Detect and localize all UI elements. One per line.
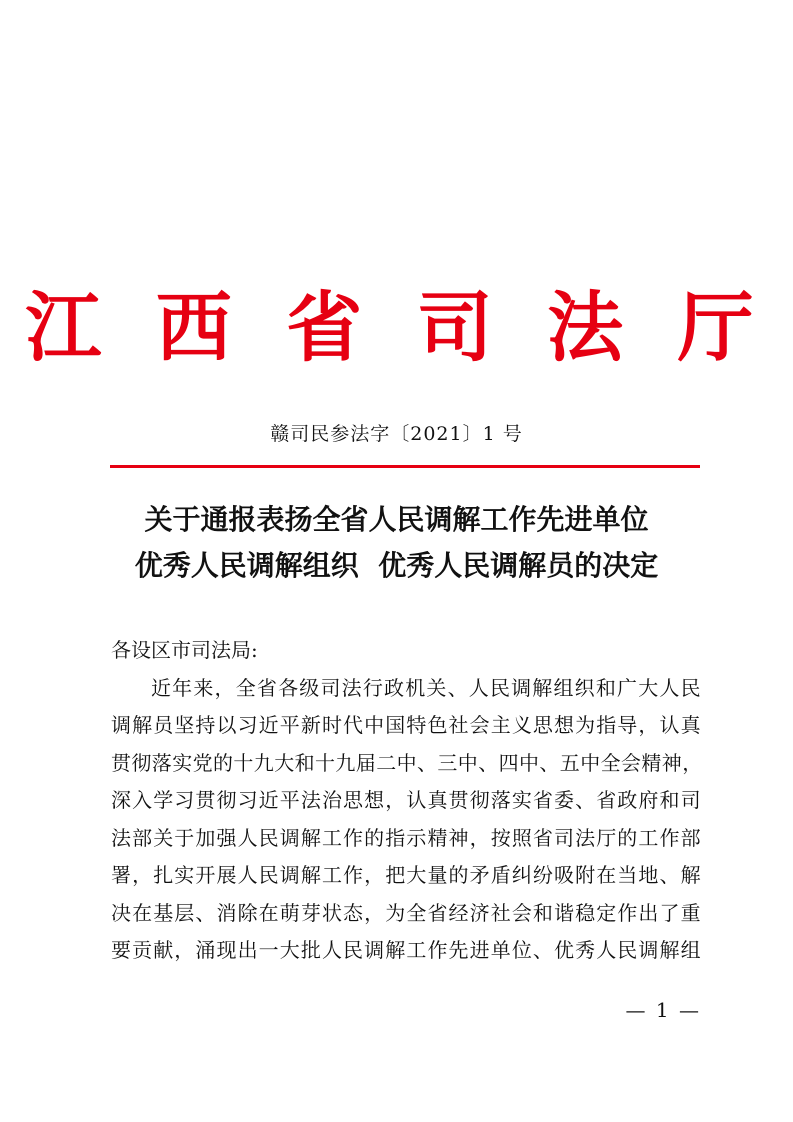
paragraph-line: 署，扎实开展人民调解工作，把大量的矛盾纠纷吸附在当地、解 xyxy=(111,863,701,887)
red-divider-line xyxy=(110,465,700,468)
paragraph-line: 法部关于加强人民调解工作的指示精神，按照省司法厅的工作部 xyxy=(111,825,701,850)
paragraph-line: 深入学习贯彻习近平法治思想，认真贯彻落实省委、省政府和司 xyxy=(111,788,701,812)
paragraph-line: 贯彻落实党的十九大和十九届二中、三中、四中、五中全会精神， xyxy=(111,750,703,775)
document-number: 赣司民参法字〔2021〕1 号 xyxy=(270,423,523,445)
paragraph-line: 要贡献，涌现出一大批人民调解工作先进单位、优秀人民调解组 xyxy=(111,938,701,962)
document-title xyxy=(0,497,793,589)
document-body xyxy=(111,632,701,970)
title-line-2: 优秀人民调解组织 优秀人民调解员的决定 xyxy=(134,549,659,582)
page-number: — 1 — xyxy=(625,998,701,1022)
title-line-1: 关于通报表扬全省人民调解工作先进单位 xyxy=(144,503,649,536)
paragraph-line: 决在基层、消除在萌芽状态，为全省经济社会和谐稳定作出了重 xyxy=(111,900,701,925)
salutation: 各设区市司法局: xyxy=(111,638,258,662)
paragraph-line: 近年来，全省各级司法行政机关、人民调解组织和广大人民 xyxy=(151,675,701,700)
organization-header: 江 西 省 司 法 厅 xyxy=(25,283,768,372)
paragraph-line: 调解员坚持以习近平新时代中国特色社会主义思想为指导，认真 xyxy=(111,713,701,737)
